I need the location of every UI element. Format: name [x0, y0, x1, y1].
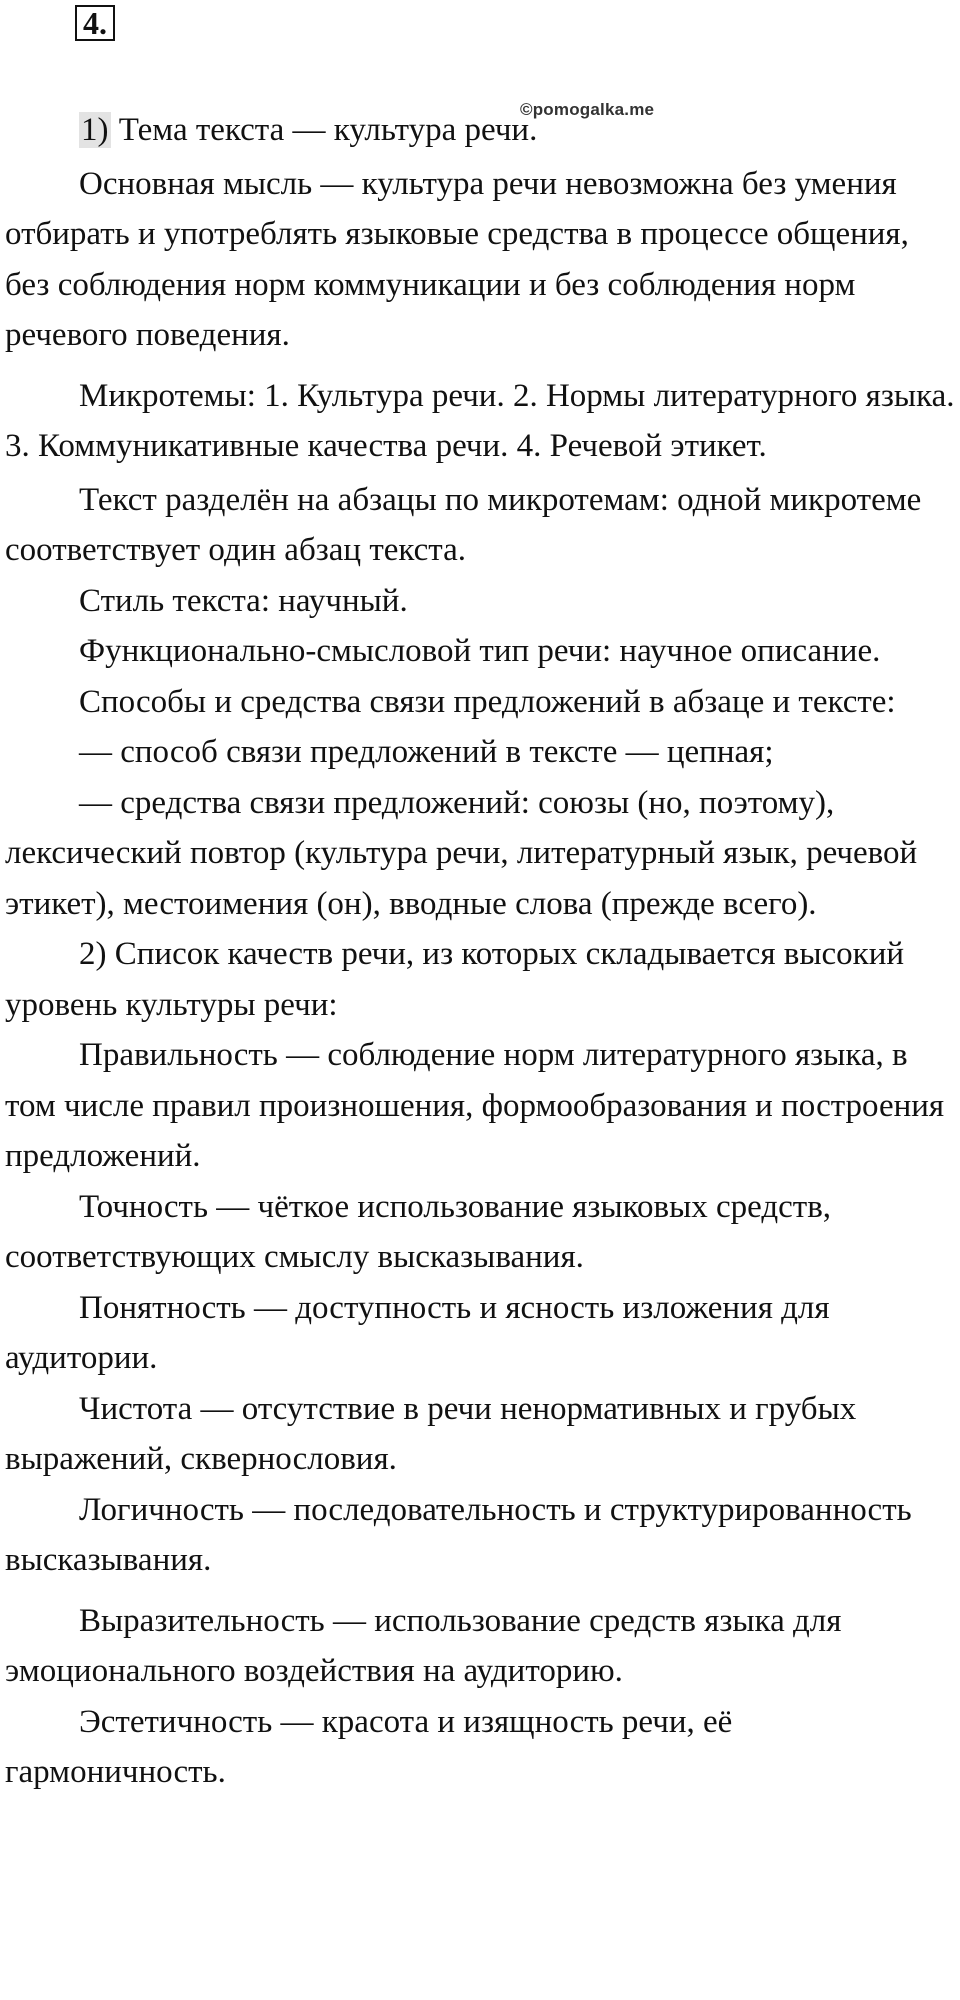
answer-text [5, 105, 955, 1798]
paragraph-purity: Чистота — отсутствие в речи ненормативных и грубых выражений, сквернословия. [5, 1390, 857, 1477]
paragraph-division: Текст разделён на абзацы по микротемам: одной микротеме соответствует один абзац текста. [5, 481, 922, 568]
paragraph-connection-means: — средства связи предложений: союзы (но, поэтому), лексический повтор (культура речи, литературный язык, речевой этикет), местоимения (он), вводные слова (прежде всего). [5, 784, 918, 922]
paragraph-microtopics: Микротемы: 1. Культура речи. 2. Нормы литературного языка. 3. Коммуникативные качества речи. 4. Речевой этикет. [5, 377, 955, 464]
paragraph-correctness: Правильность — соблюдение норм литературного языка, в том числе правил произношения, формообразования и построения предложений. [5, 1037, 945, 1174]
paragraph-topic [5, 105, 955, 156]
paragraph-text: Тема текста — культура речи. [110, 112, 538, 148]
watermark: ©pomogalka.me [520, 100, 655, 119]
paragraph-connections: Способы и средства связи предложений в абзаце и тексте: [79, 683, 896, 720]
task-number-box: 4. [75, 5, 115, 41]
paragraph-qualities-intro: 2) Список качеств речи, из которых складывается высокий уровень культуры речи: [5, 936, 905, 1023]
item-marker: 1) [81, 112, 109, 148]
paragraph-clarity: Понятность — доступность и ясность изложения для аудитории. [5, 1289, 830, 1376]
paragraph-type: Функционально-смысловой тип речи: научное описание. [79, 633, 881, 669]
paragraph-accuracy: Точность — чёткое использование языковых средств, соответствующих смыслу высказывания. [5, 1188, 832, 1275]
paragraph-style: Стиль текста: научный. [79, 582, 408, 619]
paragraph-connection-method: — способ связи предложений в тексте — цепная; [79, 734, 774, 770]
paragraph-logic: Логичность — последовательность и структурированность высказывания. [5, 1491, 912, 1578]
paragraph-main-idea: Основная мысль — культура речи невозможна без умения отбирать и употреблять языковые средства в процессе общения, без соблюдения норм коммуникации и без соблюдения норм речевого поведения. [5, 165, 909, 353]
paragraph-expressiveness: Выразительность — использование средств языка для эмоционального воздействия на аудиторию. [5, 1602, 842, 1689]
paragraph-aesthetics: Эстетичность — красота и изящность речи, её гармоничность. [5, 1703, 733, 1790]
